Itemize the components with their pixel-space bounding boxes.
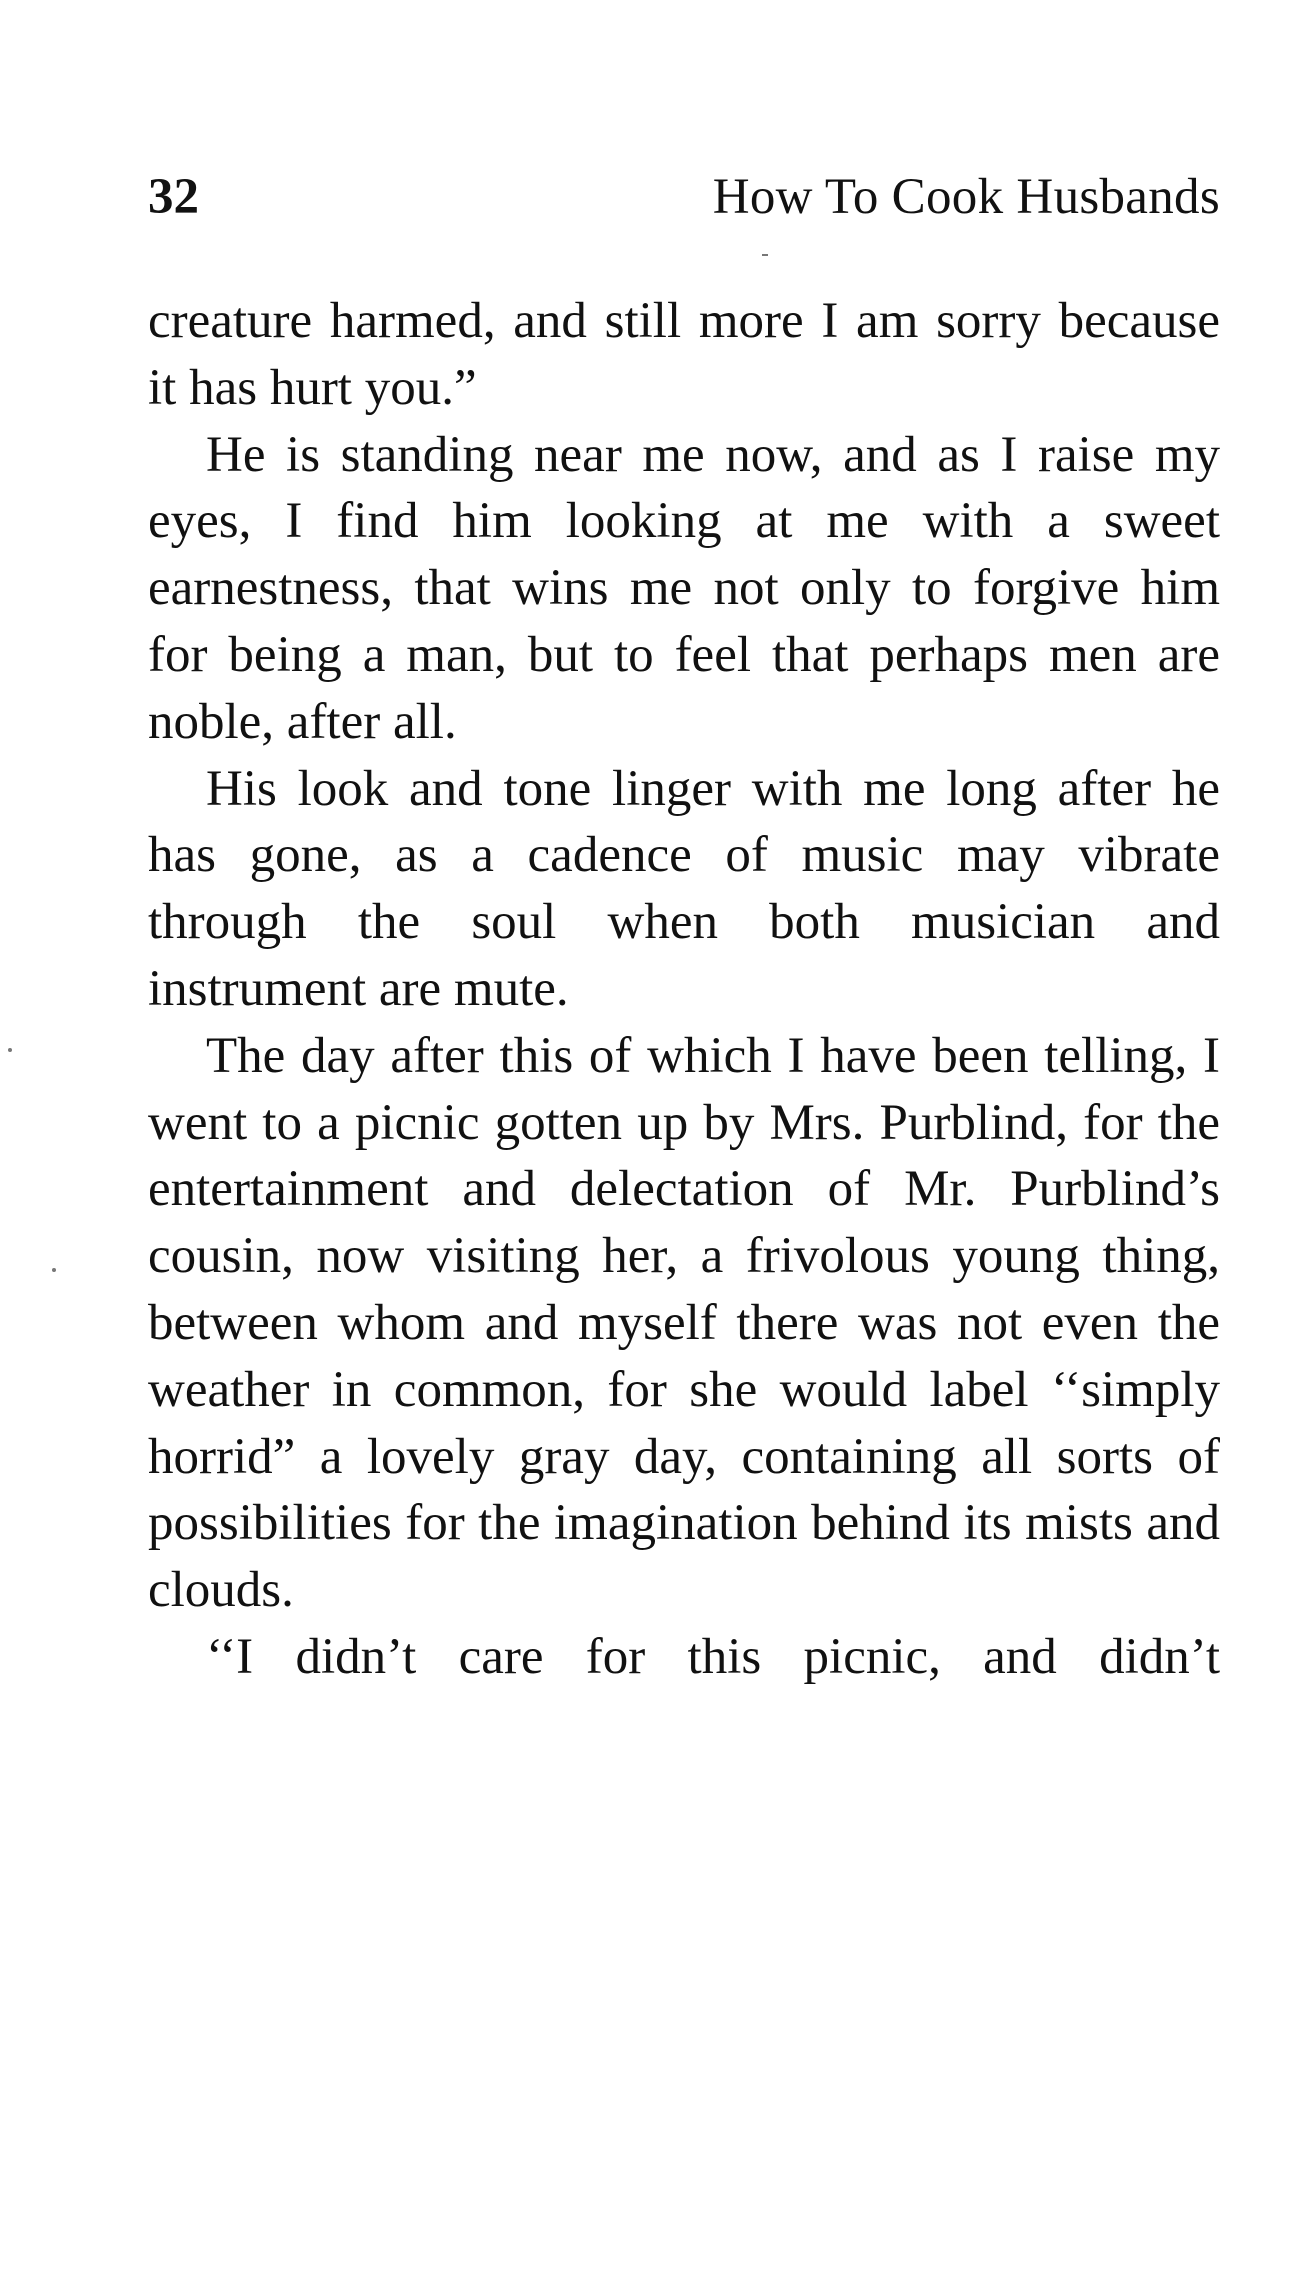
book-page: [148, 0, 1220, 2272]
page-number: 32: [148, 169, 199, 225]
body-text: [148, 288, 1220, 1691]
paragraph: The day after this of which I have been telling, I went to a picnic gotten up by Mrs. Purblind, for the entertainment and delectation of Mr. Purblind’s cousin, now visiting her, a frivolous young thing, between whom and myself there was not even the weather in common, for she would label ‘‘simply horrid” a lovely gray day, containing all sorts of possibilities for the imagination behind its mists and clouds.: [148, 1027, 1220, 1619]
running-title: How To Cook Husbands: [712, 169, 1220, 225]
print-speck: [52, 1268, 56, 1272]
paragraph-continued: creature harmed, and still more I am sorry because it has hurt you.”: [148, 293, 1220, 416]
page-header: [148, 168, 1220, 238]
print-speck: [8, 1048, 12, 1052]
paragraph: He is standing near me now, and as I raise my eyes, I find him looking at me with a sweet earnestness, that wins me not only to forgive him for being a man, but to feel that perhaps men are noble, after all.: [148, 426, 1220, 750]
paragraph: His look and tone linger with me long after he has gone, as a cadence of music may vibrate through the soul when both musician and instrument are mute.: [148, 760, 1220, 1017]
paragraph-continues: ‘‘I didn’t care for this picnic, and didn’t: [206, 1628, 1220, 1685]
print-speck: [762, 254, 768, 256]
